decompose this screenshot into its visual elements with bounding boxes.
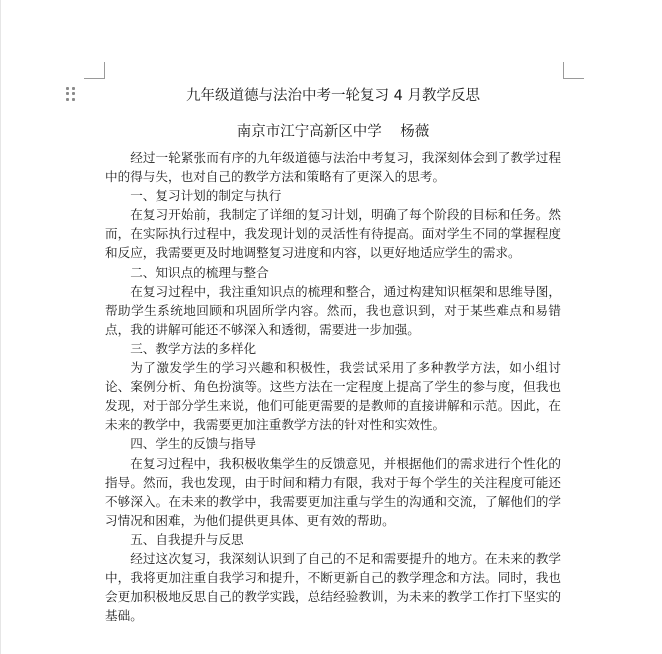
paragraph: 在复习过程中，我注重知识点的梳理和整合，通过构建知识框架和思维导图，帮助学生系统地回顾和巩固所学内容。然而，我也意识到，对于某些难点和易错点，我的讲解可能还不够深入和透彻，需要进一步加强。: [105, 283, 561, 337]
paragraph: 在复习过程中，我积极收集学生的反馈意见，并根据他们的需求进行个性化的指导。然而，我也发现，由于时间和精力有限，我对于每个学生的关注程度可能还不够深入。在未来的教学中，我需要更加注重与学生的沟通和交流，了解他们的学习情况和困难，为他们提供更具体、更有效的帮助。: [105, 455, 561, 528]
section-heading: 四、学生的反馈与指导: [130, 436, 257, 452]
margin-corner-top-left: [84, 62, 105, 79]
section-heading: 三、教学方法的多样化: [130, 340, 257, 356]
paragraph: 为了激发学生的学习兴趣和积极性，我尝试采用了多种教学方法，如小组讨论、案例分析、角色扮演等。这些方法在一定程度上提高了学生的参与度，但我也发现，对于部分学生来说，他们可能更需要的是教师的直接讲解和示范。因此，在未来的教学中，我需要更加注重教学方法的针对性和实效性。: [105, 360, 561, 433]
paragraph: 在复习开始前，我制定了详细的复习计划，明确了每个阶段的目标和任务。然而，在实际执行过程中，我发现计划的灵活性有待提高。面对学生不同的掌握程度和反应，我需要更及时地调整复习进度和内容，以更好地适应学生的需求。: [105, 207, 561, 261]
section-heading: 一、复习计划的制定与执行: [130, 188, 282, 204]
document-body: [105, 148, 561, 625]
section-heading: 五、自我提升与反思: [130, 531, 244, 547]
document-author: 南京市江宁高新区中学 杨薇: [236, 124, 430, 140]
document-title: 九年级道德与法治中考一轮复习 4 月教学反思: [186, 88, 480, 104]
paragraph-intro: 经过一轮紧张而有序的九年级道德与法治中考复习，我深刻体会到了教学过程中的得与失，也对自己的教学方法和策略有了更深入的思考。: [105, 150, 561, 185]
paragraph: 经过这次复习，我深刻认识到了自己的不足和需要提升的地方。在未来的教学中，我将更加注重自我学习和提升，不断更新自己的教学理念和方法。同时，我也会更加积极地反思自己的教学实践，总结经验教训，为未来的教学工作打下坚实的基础。: [105, 550, 561, 624]
margin-corner-top-right: [563, 62, 584, 79]
section-heading: 二、知识点的梳理与整合: [130, 264, 269, 280]
drag-handle-icon[interactable]: [66, 87, 76, 101]
